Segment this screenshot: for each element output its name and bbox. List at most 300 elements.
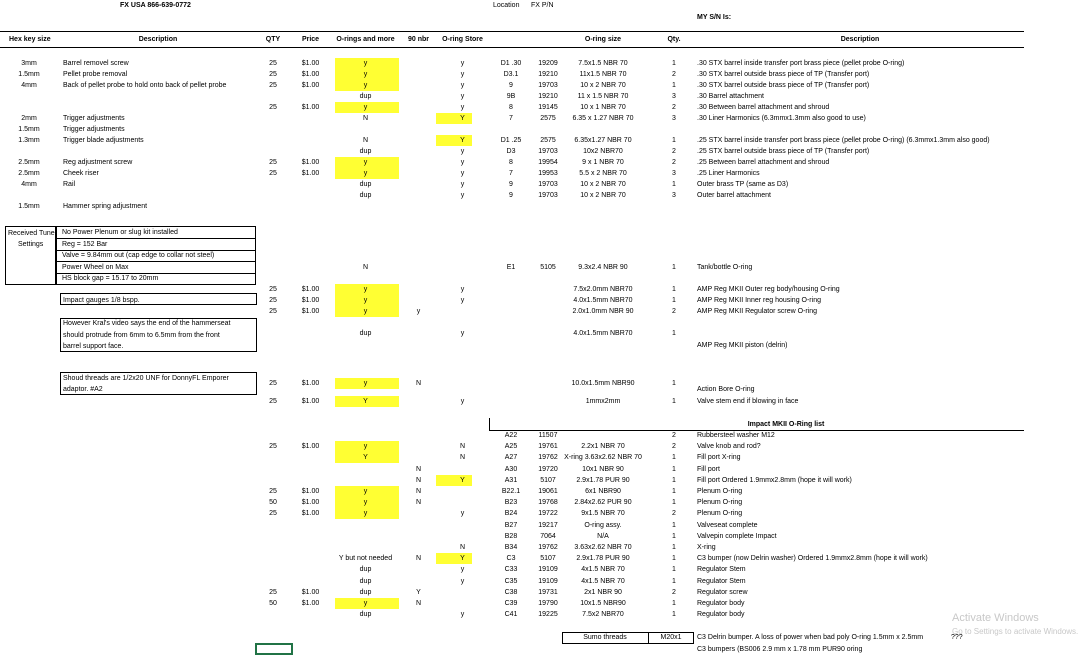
- fx-pn-cell: 19703: [538, 148, 558, 155]
- qty2-cell: 2: [672, 104, 676, 111]
- oring-size-cell: 2.9x1.78 PUR 90: [576, 555, 630, 563]
- store-cell: [435, 486, 490, 497]
- shoud-line: adaptor. #A2: [63, 386, 103, 393]
- store-cell: [435, 520, 490, 531]
- fx-pn-cell: 7064: [540, 532, 556, 540]
- price-cell: [292, 609, 329, 620]
- location-cell: B22.1: [501, 488, 521, 495]
- orings-cell: y: [363, 600, 368, 607]
- description2-cell: Regulator body: [697, 600, 745, 607]
- description2-cell: Plenum O-ring: [697, 510, 743, 518]
- fx-pn-cell: 19953: [538, 170, 558, 177]
- qty-cell: 25: [269, 588, 277, 596]
- qty2-cell: 1: [672, 137, 676, 144]
- price-cell: $1.00: [301, 71, 320, 78]
- description2-cell: Outer barrel attachment: [697, 192, 771, 199]
- description2-cell: Plenum O-ring: [697, 499, 743, 507]
- nbr90-cell: [402, 430, 435, 441]
- price-cell: [292, 124, 329, 135]
- orings-cell: [329, 430, 402, 441]
- nbr90-cell: [402, 295, 435, 306]
- oring-size-cell: 2.0x1.0mm NBR 90: [572, 308, 634, 315]
- qty-cell: [254, 452, 292, 463]
- description-cell: Reg adjustment screw: [63, 159, 133, 166]
- qty-cell: 25: [269, 71, 277, 78]
- hex-key-cell: 4mm: [21, 181, 37, 188]
- store-cell: Y: [460, 115, 465, 122]
- header-orings-more: O-rings and more: [336, 36, 395, 43]
- phone-number: FX USA 866-639-0772: [120, 2, 191, 9]
- fx-pn-cell: 11507: [538, 432, 558, 439]
- location-cell: B28: [504, 532, 518, 540]
- tune-desc: Tank/bottle O-ring: [697, 264, 753, 271]
- store-cell: [435, 430, 490, 441]
- oring-size-cell: 2.2x1 NBR 70: [581, 443, 625, 451]
- nbr90-cell: [402, 284, 435, 295]
- nbr90-cell: [402, 452, 435, 463]
- oring-size-cell: 10 x 2 NBR 70: [580, 192, 626, 199]
- price-cell: $1.00: [301, 499, 320, 507]
- qty2-cell: 1: [672, 465, 676, 473]
- fx-pn-cell: 19209: [538, 60, 558, 67]
- fx-pn-cell: 19225: [538, 611, 558, 619]
- nbr90-cell: [402, 520, 435, 531]
- nbr90-cell: [402, 441, 435, 452]
- description-cell: Cheek riser: [63, 170, 99, 177]
- oring-size-cell: 9x1.5 NBR 70: [581, 510, 625, 518]
- location-cell: D1 .30: [500, 60, 522, 67]
- nbr90-cell: [402, 168, 435, 179]
- orings-cell: y: [363, 510, 368, 518]
- nbr90-cell: [402, 102, 435, 113]
- description2-cell: Fill port X-ring: [697, 454, 741, 462]
- price-cell: [292, 146, 329, 157]
- hex-key-cell: 1.5mm: [18, 126, 40, 133]
- header-description2: Description: [840, 36, 880, 43]
- description2-cell: Outer brass TP (same as D3): [697, 181, 789, 188]
- nbr90-cell: [402, 179, 435, 190]
- activate-windows-sub: Go to Settings to activate Windows.: [952, 627, 1078, 636]
- fx-pn-cell: 19217: [538, 521, 558, 529]
- nbr90-cell: [402, 80, 435, 91]
- description2-cell: Rubbersteel washer M12: [697, 432, 775, 439]
- orings-cell: y: [363, 82, 368, 89]
- qty-cell: [254, 124, 292, 135]
- qty2-cell: 1: [672, 454, 676, 462]
- location-cell: [490, 124, 532, 135]
- sumo-value: M20x1: [660, 634, 682, 641]
- price-cell: $1.00: [301, 600, 320, 607]
- header-90nbr: 90 nbr: [407, 36, 429, 43]
- description2-cell: Regulator screw: [697, 588, 748, 596]
- qty2-cell: 1: [672, 181, 676, 188]
- price-cell: [292, 91, 329, 102]
- header-hex-key: Hex key size: [9, 36, 51, 43]
- store-cell: [435, 587, 490, 598]
- store-cell: y: [460, 330, 465, 337]
- description2-cell: .25 Liner Harmonics: [697, 170, 760, 177]
- price-cell: [292, 475, 329, 486]
- location-cell: 8: [509, 159, 513, 166]
- location-cell: A22: [504, 432, 518, 439]
- orings-cell: y: [363, 297, 368, 304]
- oring-size-cell: 7.5x2.0mm NBR70: [573, 286, 633, 293]
- fx-pn-cell: 19762: [538, 454, 558, 462]
- nbr90-cell: N: [415, 499, 422, 507]
- tune-line: Reg = 152 Bar: [62, 240, 108, 248]
- store-cell: N: [459, 544, 466, 551]
- nbr90-cell: [402, 508, 435, 519]
- fx-pn-cell: 19109: [538, 577, 558, 585]
- price-cell: $1.00: [301, 170, 320, 177]
- fx-pn-cell: 19768: [538, 499, 558, 507]
- oring-size-cell: O-ring assy.: [584, 521, 622, 529]
- orings-cell: dup: [359, 566, 372, 574]
- oring-size-cell: 10x1.5 NBR90: [580, 600, 626, 607]
- qty2-cell: 1: [672, 566, 676, 574]
- oring-size-cell: 3.63x2.62 NBR 70: [574, 544, 632, 551]
- qty2-cell: 3: [672, 93, 676, 100]
- hex-key-cell: [5, 91, 53, 102]
- fx-pn-header: FX P/N: [531, 2, 554, 9]
- qty2-cell: 2: [672, 443, 676, 451]
- orings-cell: dup: [359, 192, 372, 199]
- store-cell: Y: [460, 476, 465, 484]
- orings-cell: [329, 542, 402, 553]
- location-cell: 9: [509, 82, 513, 89]
- tune-n-mark: N: [362, 264, 369, 271]
- description2-cell: C3 bumper (now Delrin washer) Ordered 1.9mmx2.8mm (hope it will work): [697, 555, 928, 563]
- store-cell: y: [460, 170, 465, 177]
- price-cell: $1.00: [301, 443, 320, 451]
- oring-size-cell: 4.0x1.5mm NBR70: [573, 330, 633, 337]
- store-cell: [435, 124, 490, 135]
- orings-cell: dup: [359, 93, 372, 100]
- orings-cell: y: [363, 499, 368, 507]
- store-cell: [435, 497, 490, 508]
- qty2-cell: 3: [672, 192, 676, 199]
- qty2-cell: 1: [672, 532, 676, 540]
- header-price: Price: [301, 36, 320, 43]
- nbr90-cell: [402, 91, 435, 102]
- tune-line: Valve = 9.84mm out (cap edge to collar not steel): [62, 252, 215, 259]
- kral-line: However Kral's video says the end of the hammerseat: [63, 320, 231, 327]
- oring-size-cell: 5.5 x 2 NBR 70: [579, 170, 627, 177]
- oring-size-cell: 6.35 x 1.27 NBR 70: [572, 115, 634, 122]
- nbr90-cell: [402, 201, 435, 212]
- oring-size-cell: [560, 124, 646, 135]
- qty-cell: [254, 430, 292, 441]
- fx-pn-cell: 19790: [538, 600, 558, 607]
- store-cell: y: [460, 148, 465, 155]
- store-cell: N: [459, 443, 466, 451]
- qty2-cell: 2: [672, 588, 676, 596]
- hex-key-cell: 2.5mm: [18, 170, 40, 177]
- nbr90-cell: N: [415, 600, 422, 607]
- description-cell: Trigger blade adjustments: [63, 137, 144, 144]
- qty-cell: 25: [269, 308, 277, 315]
- tune-label-2: Settings: [18, 241, 44, 248]
- price-cell: $1.00: [301, 286, 320, 293]
- description-cell: Rail: [63, 181, 76, 188]
- hex-key-cell: 1.5mm: [18, 71, 40, 78]
- description2-cell: .30 Between barrel attachment and shroud: [697, 104, 830, 111]
- nbr90-cell: Y: [416, 588, 421, 596]
- qty-cell: 25: [269, 380, 277, 387]
- hex-key-cell: 4mm: [21, 82, 37, 89]
- qty2-cell: 2: [672, 308, 676, 315]
- hex-key-cell: 1.5mm: [18, 203, 40, 210]
- description2-cell: Action Bore O-ring: [697, 386, 755, 393]
- sumo-question: ???: [951, 634, 963, 641]
- qty-cell: [254, 531, 292, 542]
- store-cell: y: [460, 104, 465, 111]
- activate-windows-title: Activate Windows: [952, 612, 1039, 624]
- nbr90-cell: [402, 564, 435, 575]
- orings-cell: N: [362, 115, 369, 122]
- orings-cell: dup: [359, 148, 372, 155]
- location-cell: 9: [509, 192, 513, 199]
- tune-location: E1: [506, 264, 516, 271]
- fx-pn-cell: 19761: [538, 443, 558, 451]
- qty2-cell: 2: [672, 71, 676, 78]
- store-cell: y: [460, 93, 465, 100]
- description2-cell: AMP Reg MKII Outer reg body/housing O-ring: [697, 286, 840, 293]
- store-cell: [435, 201, 490, 212]
- location-cell: C38: [504, 588, 518, 596]
- price-cell: $1.00: [301, 398, 320, 405]
- tune-line: HS block gap = 15.17 to 20mm: [62, 275, 159, 282]
- price-cell: [292, 531, 329, 542]
- orings-cell: y: [363, 60, 368, 67]
- location-cell: A27: [504, 454, 518, 462]
- price-cell: $1.00: [301, 380, 320, 387]
- qty2-cell: 1: [672, 521, 676, 529]
- oring-size-cell: 9 x 1 NBR 70: [582, 159, 624, 166]
- qty-cell: 25: [269, 297, 277, 304]
- qty2-cell: 1: [672, 577, 676, 585]
- oring-size-cell: 4x1.5 NBR 70: [581, 577, 625, 585]
- description2-cell: Valve knob and rod?: [697, 443, 761, 451]
- description-cell: Trigger adjustments: [63, 126, 125, 133]
- orings-cell: Y: [363, 454, 368, 462]
- nbr90-cell: [402, 531, 435, 542]
- orings-cell: N: [362, 137, 369, 144]
- oring-size-cell: 4.0x1.5mm NBR70: [573, 297, 633, 304]
- fx-pn-cell: 19703: [538, 181, 558, 188]
- fx-pn-cell: 19703: [538, 82, 558, 89]
- description2-cell: X-ring: [697, 544, 716, 551]
- kral-line: should protrude from 6mm to 6.5mm from the front: [63, 331, 220, 339]
- location-cell: 7: [509, 170, 513, 177]
- fx-pn-cell: 2575: [540, 115, 556, 122]
- price-cell: $1.00: [301, 82, 320, 89]
- location-header: Location: [493, 2, 520, 9]
- location-cell: 9: [509, 181, 513, 188]
- location-cell: 7: [509, 115, 513, 122]
- price-cell: [292, 564, 329, 575]
- location-cell: B34: [504, 544, 518, 551]
- tune-line: Power Wheel on Max: [62, 263, 129, 271]
- store-cell: [435, 464, 490, 475]
- orings-cell: y: [363, 308, 368, 315]
- orings-cell: [329, 201, 402, 212]
- fx-pn-cell: 19722: [538, 510, 558, 518]
- description2-cell: Regulator Stem: [697, 566, 746, 574]
- oring-size-cell: 4x1.5 NBR 70: [581, 566, 625, 574]
- orings-cell: [329, 520, 402, 531]
- qty-cell: 25: [269, 60, 277, 67]
- description2-cell: .30 STX barrel inside transfer port brass piece (pellet probe O-ring): [697, 60, 905, 67]
- store-cell: y: [460, 398, 465, 405]
- orings-cell: [329, 475, 402, 486]
- nbr90-cell: N: [415, 380, 422, 387]
- qty2-cell: 1: [672, 330, 676, 337]
- oring-size-cell: 10x2 NBR70: [583, 148, 623, 155]
- oring-size-cell: N/A: [597, 532, 609, 540]
- description-cell: Barrel removel screw: [63, 60, 129, 67]
- nbr90-cell: y: [416, 308, 421, 315]
- price-cell: [292, 520, 329, 531]
- tune-line: No Power Plenum or slug kit installed: [62, 229, 178, 236]
- price-cell: [292, 179, 329, 190]
- nbr90-cell: [402, 609, 435, 620]
- location-cell: D3.1: [503, 71, 519, 78]
- store-cell: Y: [460, 555, 465, 563]
- price-cell: [292, 430, 329, 441]
- oring-size-cell: 11x1.5 NBR 70: [579, 71, 627, 78]
- store-cell: y: [460, 60, 465, 67]
- nbr90-cell: [402, 146, 435, 157]
- location-cell: C3: [506, 555, 516, 563]
- impact-title: Impact MKII O-Ring list: [747, 421, 825, 428]
- oring-size-cell: [560, 430, 646, 441]
- qty2-cell: 1: [672, 380, 676, 387]
- fx-pn-cell: 19954: [538, 159, 558, 166]
- fx-pn-cell: 19210: [538, 71, 558, 78]
- price-cell: $1.00: [301, 104, 320, 111]
- description2-cell: Fill port Ordered 1.9mmx2.8mm (hope it will work): [697, 476, 852, 484]
- oring-size-cell: 2.84x2.62 PUR 90: [574, 499, 632, 507]
- header-description: Description: [138, 36, 178, 43]
- description2-cell: Plenum O-ring: [697, 488, 743, 495]
- orings-cell: dup: [359, 588, 372, 596]
- store-cell: y: [460, 510, 465, 518]
- price-cell: [292, 201, 329, 212]
- fx-pn-cell: 19109: [538, 566, 558, 574]
- sumo-desc-2: C3 bumpers (BS006 2.9 mm x 1.78 mm PUR90 oring: [697, 646, 863, 653]
- orings-cell: y: [363, 286, 368, 293]
- description2-cell: Valvepin complete Impact: [697, 532, 777, 540]
- nbr90-cell: [402, 542, 435, 553]
- store-cell: y: [460, 181, 465, 188]
- orings-cell: y: [363, 159, 368, 166]
- fx-pn-cell: 19762: [538, 544, 558, 551]
- oring-size-cell: 10 x 1 NBR 70: [580, 104, 626, 111]
- description2-cell: .30 Barrel attachment: [697, 93, 764, 100]
- orings-cell: y: [363, 488, 368, 495]
- store-cell: [435, 531, 490, 542]
- qty-cell: [254, 190, 292, 201]
- impact-gauges-box: [60, 293, 257, 305]
- fx-pn-cell: 19145: [538, 104, 558, 111]
- price-cell: [292, 135, 329, 146]
- qty-cell: 25: [269, 443, 277, 451]
- location-cell: 9B: [506, 93, 516, 100]
- description-cell: Pellet probe removal: [63, 71, 128, 78]
- hex-key-cell: [5, 102, 53, 113]
- store-cell: Y: [460, 137, 465, 144]
- qty-cell: [254, 135, 292, 146]
- oring-size-cell: 7.5x1.5 NBR 70: [578, 60, 628, 67]
- qty2-cell: 1: [672, 499, 676, 507]
- qty-cell: 50: [269, 499, 277, 507]
- price-cell: [292, 553, 329, 564]
- orings-cell: y: [363, 443, 368, 451]
- qty-cell: 25: [269, 170, 277, 177]
- qty-cell: [254, 609, 292, 620]
- qty2-cell: 2: [672, 432, 676, 439]
- price-cell: $1.00: [301, 510, 320, 518]
- tune-label-1: Received Tune: [8, 230, 55, 237]
- description2-cell: .25 STX barrel outside brass piece of TP (Transfer port): [697, 148, 870, 155]
- description2-cell: .30 Liner Harmonics (6.3mmx1.3mm also good to use): [697, 115, 866, 122]
- oring-size-cell: 10 x 2 NBR 70: [580, 181, 626, 188]
- qty-cell: 25: [269, 286, 277, 293]
- fx-pn-cell: 19210: [538, 93, 558, 100]
- oring-size-cell: 6.35x1.27 NBR 70: [574, 137, 632, 144]
- oring-size-cell: 2x1 NBR 90: [584, 588, 622, 596]
- location-cell: C39: [504, 600, 518, 607]
- description-cell: Hammer spring adjustment: [63, 203, 148, 210]
- description2-cell: Valve stem end if blowing in face: [697, 398, 799, 405]
- description-cell: Back of pellet probe to hold onto back of pellet probe: [63, 82, 227, 89]
- store-cell: y: [460, 82, 465, 89]
- qty-cell: [254, 179, 292, 190]
- qty2-cell: 2: [672, 510, 676, 518]
- qty-cell: 25: [269, 82, 277, 89]
- qty2-cell: 1: [672, 286, 676, 293]
- qty2-cell: 2: [672, 148, 676, 155]
- orings-cell: [329, 124, 402, 135]
- tune-size: 9.3x2.4 NBR 90: [578, 264, 628, 271]
- qty-cell: 25: [269, 104, 277, 111]
- orings-cell: y: [363, 380, 368, 387]
- description2-cell: AMP Reg MKII piston (delrin): [697, 342, 788, 349]
- oring-size-cell: 10x1 NBR 90: [582, 465, 624, 473]
- qty2-cell: 1: [672, 82, 676, 89]
- qty-cell: 25: [269, 398, 277, 405]
- description2-cell: Regulator Stem: [697, 577, 746, 585]
- qty-cell: [254, 576, 292, 587]
- location-cell: C33: [504, 566, 518, 574]
- header-qty2: Qty.: [667, 36, 681, 43]
- tune-pn: 5105: [540, 264, 556, 271]
- orings-cell: y: [363, 71, 368, 78]
- qty-cell: [254, 91, 292, 102]
- nbr90-cell: [402, 124, 435, 135]
- description-cell: Trigger adjustments: [63, 115, 125, 122]
- price-cell: $1.00: [301, 308, 320, 315]
- fx-pn-cell: 19731: [538, 588, 558, 596]
- hex-key-cell: [5, 190, 53, 201]
- description2-cell: .30 STX barrel outside brass piece of TP (Transfer port): [697, 82, 870, 89]
- qty-cell: 50: [269, 600, 277, 607]
- fx-pn-cell: 19061: [538, 488, 558, 495]
- orings-cell: dup: [359, 611, 372, 619]
- selected-cell[interactable]: [255, 643, 293, 655]
- qty2-cell: 1: [672, 398, 676, 405]
